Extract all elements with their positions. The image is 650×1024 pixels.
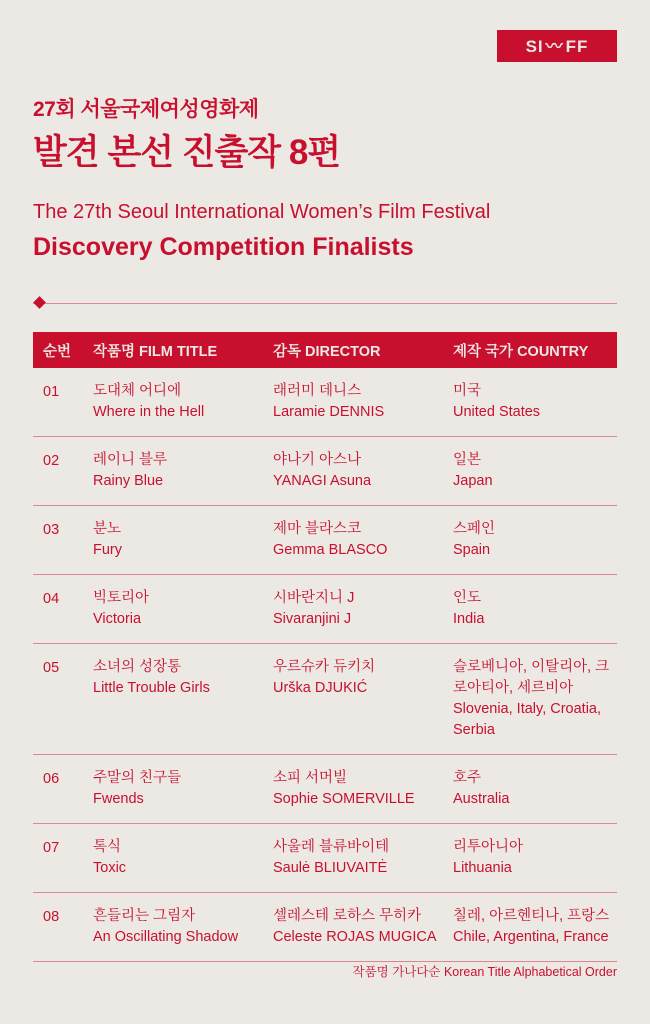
row-country-kr: 리투아니아	[453, 839, 524, 856]
row-title	[93, 519, 273, 561]
row-country-kr: 호주	[453, 770, 482, 787]
row-director	[273, 519, 453, 561]
row-country	[453, 837, 617, 879]
table-row	[33, 506, 617, 575]
row-title	[93, 588, 273, 630]
row-director-en: Urška DJUKIĆ	[273, 680, 368, 697]
table-row	[33, 755, 617, 824]
row-director	[273, 657, 453, 741]
row-director-en: Laramie DENNIS	[273, 404, 385, 421]
row-number: 04	[43, 591, 60, 608]
row-number: 05	[43, 660, 60, 677]
row-number: 02	[43, 453, 60, 470]
row-title-en: An Oscillating Shadow	[93, 929, 239, 946]
siwff-logo	[497, 30, 617, 62]
row-director-en: YANAGI Asuna	[273, 473, 372, 490]
row-title-kr: 주말의 친구들	[93, 770, 182, 787]
footer-note: 작품명 가나다순 Korean Title Alphabetical Order	[352, 965, 617, 979]
row-country-en: Japan	[453, 473, 493, 490]
row-director-kr: 사울레 블류바이테	[273, 839, 390, 856]
row-director-en: Gemma BLASCO	[273, 542, 388, 559]
row-number: 07	[43, 840, 60, 857]
row-title-en: Rainy Blue	[93, 473, 164, 490]
row-title	[93, 768, 273, 810]
row-country	[453, 450, 617, 492]
row-country-kr: 스페인	[453, 521, 496, 538]
row-country-en: Slovenia, Italy, Croatia, Serbia	[453, 701, 602, 739]
row-director-en: Celeste ROJAS MUGICA	[273, 929, 437, 946]
row-country-en: India	[453, 611, 485, 628]
table-row	[33, 824, 617, 893]
column-header-title: 작품명 FILM TITLE	[93, 343, 218, 360]
row-number: 03	[43, 522, 60, 539]
column-header-country: 제작 국가 COUNTRY	[453, 343, 589, 360]
row-country	[453, 588, 617, 630]
row-title-en: Fury	[93, 542, 122, 559]
english-subtitle: The 27th Seoul International Women’s Film Festival	[33, 200, 491, 223]
row-director-en: Saulė BLIUVAITĖ	[273, 860, 388, 877]
divider	[33, 296, 617, 310]
row-title	[93, 657, 273, 741]
row-director-kr: 소피 서머빌	[273, 770, 348, 787]
row-title-en: Where in the Hell	[93, 404, 205, 421]
logo-text-right: FF	[565, 36, 589, 56]
row-country-en: Spain	[453, 542, 491, 559]
row-director-kr: 시바란지니 J	[273, 590, 355, 607]
row-country-kr: 칠레, 아르헨티나, 프랑스	[453, 908, 610, 925]
table-header-row	[33, 332, 617, 368]
english-title: Discovery Competition Finalists	[33, 232, 414, 261]
row-country	[453, 657, 617, 741]
row-country-kr: 일본	[453, 452, 482, 469]
row-director	[273, 837, 453, 879]
row-title-en: Fwends	[93, 791, 144, 808]
row-title	[93, 837, 273, 879]
row-director-en: Sophie SOMERVILLE	[273, 791, 415, 808]
row-title-kr: 소녀의 성장통	[93, 659, 182, 676]
row-director	[273, 906, 453, 948]
row-director-kr: 셀레스테 로하스 무히카	[273, 908, 422, 925]
row-director	[273, 450, 453, 492]
divider-line	[33, 303, 617, 304]
row-number: 01	[43, 384, 60, 400]
table-row	[33, 437, 617, 506]
row-title-en: Toxic	[93, 860, 127, 877]
row-director	[273, 588, 453, 630]
logo-text	[526, 38, 589, 55]
row-country-kr: 인도	[453, 590, 482, 607]
row-title-kr: 레이니 블루	[93, 452, 168, 469]
row-title-en: Victoria	[93, 611, 142, 628]
row-title	[93, 450, 273, 492]
column-header-no: 순번	[43, 343, 72, 360]
row-director-kr: 래러미 데니스	[273, 383, 362, 399]
row-number: 08	[43, 909, 60, 926]
row-title-en: Little Trouble Girls	[93, 680, 210, 697]
table-row	[33, 644, 617, 755]
row-director-kr: 제마 블라스코	[273, 521, 362, 538]
logo-text-left: SI	[525, 36, 544, 56]
row-country	[453, 519, 617, 561]
row-title-kr: 빅토리아	[93, 590, 150, 607]
column-header-director: 감독 DIRECTOR	[273, 343, 381, 360]
row-director-kr: 야나기 아스나	[273, 452, 362, 469]
row-title-kr: 흔들리는 그림자	[93, 908, 196, 925]
row-country-en: Australia	[453, 791, 510, 808]
row-country-kr: 슬로베니아, 이탈리아, 크로아티아, 세르비아	[453, 659, 610, 697]
row-director-en: Sivaranjini J	[273, 611, 352, 628]
table-row	[33, 575, 617, 644]
heading-block	[33, 96, 617, 263]
table-row	[33, 893, 617, 962]
korean-subtitle: 27회 서울국제여성영화제	[33, 98, 259, 121]
row-country	[453, 906, 617, 948]
row-title	[93, 381, 273, 423]
row-director-kr: 우르슈카 듀키치	[273, 659, 376, 676]
row-director	[273, 381, 453, 423]
row-country-en: Lithuania	[453, 860, 512, 877]
row-country-en: Chile, Argentina, France	[453, 929, 609, 946]
korean-title: 발견 본선 진출작 8편	[33, 133, 341, 173]
row-title	[93, 906, 273, 948]
zigzag-icon: 〰	[545, 36, 564, 56]
row-title-kr: 톡식	[93, 839, 122, 856]
row-country	[453, 768, 617, 810]
row-number: 06	[43, 771, 60, 788]
diamond-icon	[33, 296, 46, 309]
table-row	[33, 368, 617, 437]
row-title-kr: 분노	[93, 521, 122, 538]
row-title-kr: 도대체 어디에	[93, 383, 182, 399]
row-country	[453, 381, 617, 423]
finalists-table	[33, 332, 617, 962]
row-country-kr: 미국	[453, 383, 482, 399]
row-country-en: United States	[453, 404, 541, 421]
row-director	[273, 768, 453, 810]
